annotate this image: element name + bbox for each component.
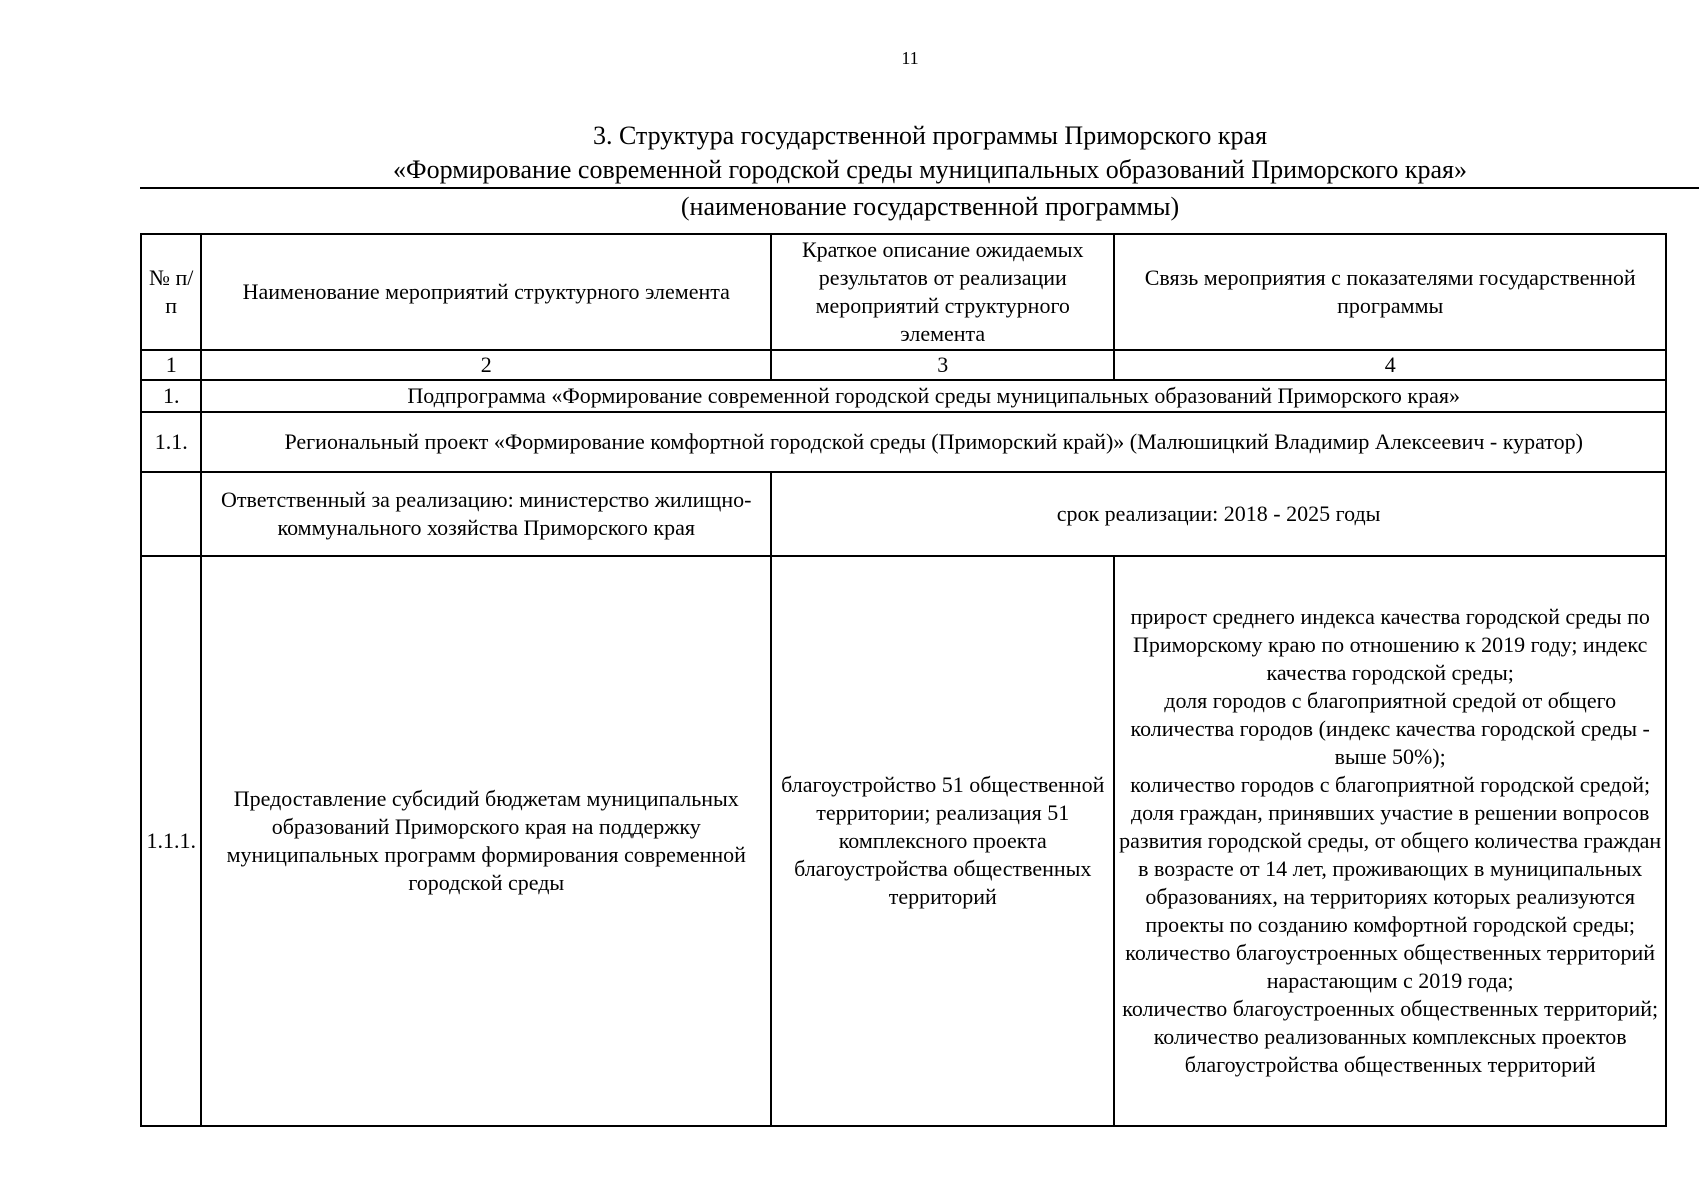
column-number: 1: [141, 350, 201, 380]
row-indicators: [1114, 556, 1666, 1126]
structure-table: [140, 233, 1667, 1127]
subprogram-title: Подпрограмма «Формирование современной городской среды муниципальных образований Приморского края»: [201, 380, 1666, 412]
program-name: «Формирование современной городской среды муниципальных образований Приморского края»: [393, 155, 1467, 184]
row-name: Предоставление субсидий бюджетам муниципальных образований Приморского края на поддержку муниципальных программ формирования современной городской среды: [201, 556, 771, 1126]
responsible-row: [141, 472, 1666, 556]
responsible-num-empty: [141, 472, 201, 556]
header-description: Краткое описание ожидаемых результатов от реализации мероприятий структурного элемента: [771, 234, 1114, 350]
responsible-text: Ответственный за реализацию: министерство жилищно-коммунального хозяйства Приморского края: [201, 472, 771, 556]
row-num: 1.1.1.: [141, 556, 201, 1126]
column-number: 4: [1114, 350, 1666, 380]
header-name: Наименование мероприятий структурного элемента: [201, 234, 771, 350]
table-row: [141, 556, 1666, 1126]
project-title: Региональный проект «Формирование комфортной городской среды (Приморский край)» (Малюшицкий Владимир Алексеевич - куратор): [201, 412, 1666, 472]
column-number: 2: [201, 350, 771, 380]
column-number-row: [141, 350, 1666, 380]
header-num: № п/п: [141, 234, 201, 350]
indicator-item: доля граждан, принявших участие в решении вопросов развития городской среды, от общего количества граждан в возрасте от 14 лет, проживающих в муниципальных образованиях, на территориях которых реализуются проекты по созданию комфортной городской среды;: [1119, 800, 1662, 937]
subprogram-row: [141, 380, 1666, 412]
indicator-item: количество городов с благоприятной городской средой;: [1130, 772, 1651, 797]
project-num: 1.1.: [141, 412, 201, 472]
indicator-item: количество благоустроенных общественных территорий; количество реализованных комплексных проектов благоустройства общественных территорий: [1122, 996, 1659, 1077]
indicator-item: прирост среднего индекса качества городской среды по Приморскому краю по отношению к 2019 году; индекс качества городской среды;: [1130, 604, 1650, 685]
title-underline: [140, 187, 1699, 189]
column-number: 3: [771, 350, 1114, 380]
section-title: 3. Структура государственной программы Приморского края: [592, 121, 1268, 150]
indicator-item: количество благоустроенных общественных территорий нарастающим с 2019 года;: [1125, 940, 1656, 993]
program-name-caption: (наименование государственной программы): [680, 192, 1180, 221]
project-row: [141, 412, 1666, 472]
header-row: [141, 234, 1666, 350]
row-description: благоустройство 51 общественной территории; реализация 51 комплексного проекта благоустройства общественных территорий: [771, 556, 1114, 1126]
indicator-item: доля городов с благоприятной средой от общего количества городов (индекс качества городской среды - выше 50%);: [1130, 688, 1650, 769]
implementation-term: срок реализации: 2018 - 2025 годы: [771, 472, 1666, 556]
subprogram-num: 1.: [141, 380, 201, 412]
header-link: Связь мероприятия с показателями государственной программы: [1114, 234, 1666, 350]
page-number: 11: [901, 48, 919, 68]
